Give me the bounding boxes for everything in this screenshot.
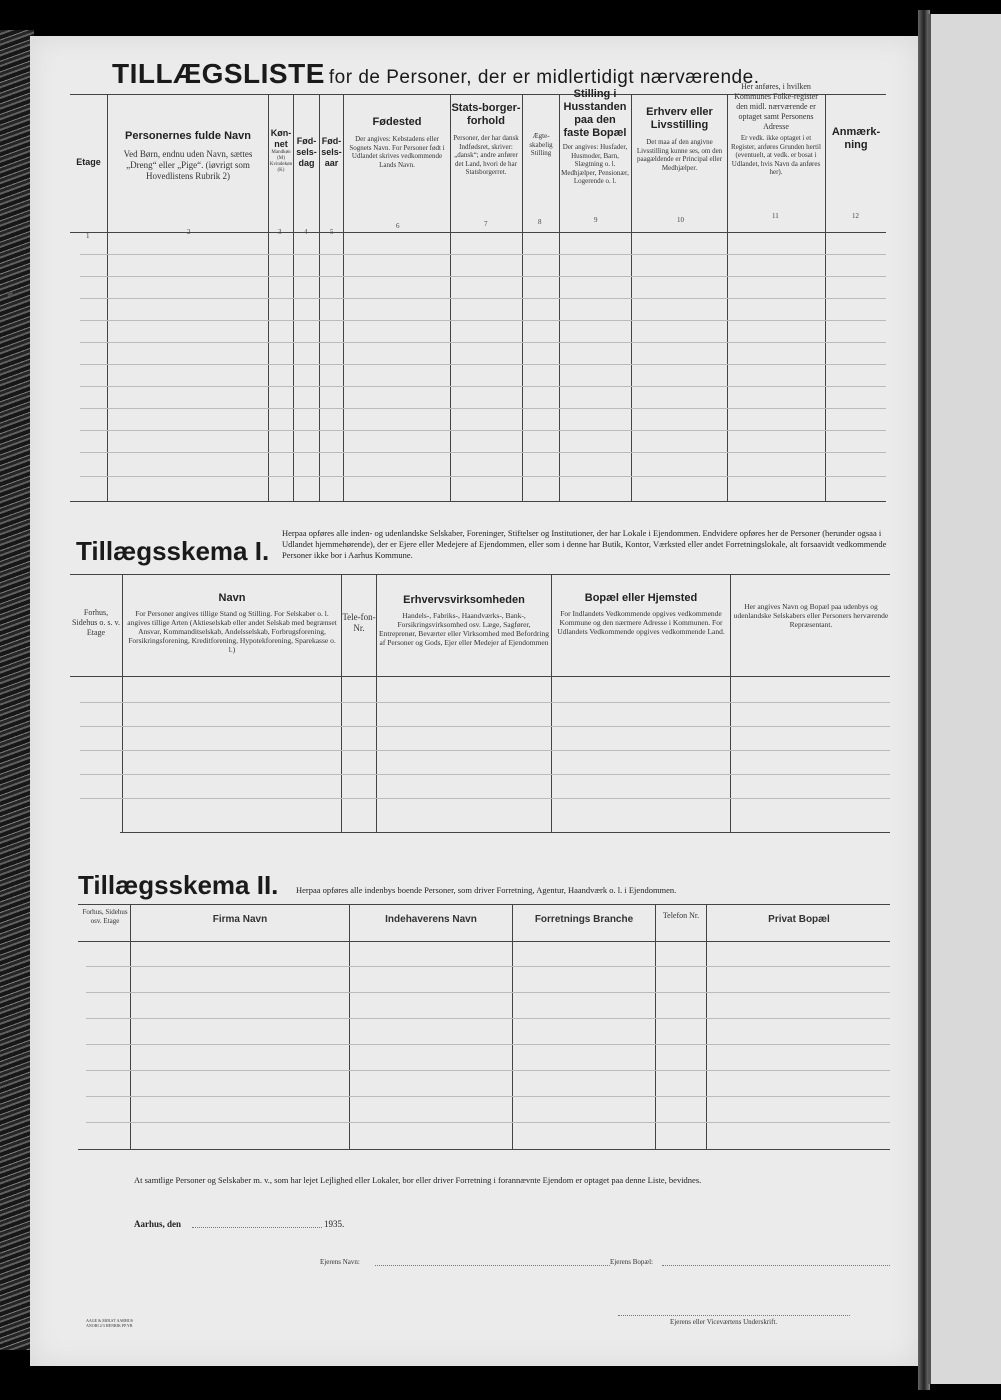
colnum-8: 8	[538, 218, 542, 226]
signature-label: Ejerens eller Viceværtens Underskrift.	[670, 1318, 778, 1326]
colnum-12: 12	[852, 212, 859, 220]
s1-col-floor: Forhus, Sidehus o. s. v. Etage	[72, 608, 120, 637]
owner-address-label: Ejerens Bopæl:	[610, 1258, 653, 1266]
facing-page-edge	[928, 14, 1001, 1384]
schema1-title: Tillægsskema I.	[76, 536, 270, 566]
s1-col-residence: Bopæl eller Hjemsted For Indlandets Vedkommende opgives vedkommende Kommune og den nærmere Adresse i Kommunen. For Udlandets Vedkommende opgives vedkommende Land.	[557, 592, 725, 636]
s2-col-private-address: Privat Bopæl	[768, 914, 830, 925]
col-occupation: Erhverv eller Livsstilling Det maa af den angivne Livsstilling kunne ses, om den paagældende er Principal eller Medhjælper.	[636, 106, 723, 172]
col-register: Her anføres, i hvilken Kommunes Folke-register den midl. nærværende er optaget samt Personens Adresse Er vedk. ikke optaget i et Register, anføres Grunden hertil (eventuelt, at vedk. er bosat i Udlandet, hvis Navn da anføres her).	[731, 82, 821, 176]
col-etage: Etage	[76, 157, 101, 167]
s2-col-branch: Forretnings Branche	[534, 914, 634, 925]
colnum-4: 4	[304, 228, 308, 236]
col-full-name: Personernes fulde Navn Ved Børn, endnu uden Navn, sættes „Dreng“ eller „Pige“. (iøvrigt som Hovedlistens Rubrik 2)	[123, 130, 253, 181]
colnum-10: 10	[677, 216, 684, 224]
owner-name-label: Ejerens Navn:	[320, 1258, 360, 1266]
col-citizenship: Stats-borger-forhold Personer, der har dansk Indfødsret, skriver: „dansk“; andre anfører det Land, hvori de har Statsborgerret.	[451, 102, 521, 176]
schema2-intro: Herpaa opføres alle indenbys boende Personer, som driver Forretning, Agentur, Haandværk o. l. i Ejendommen.	[296, 885, 677, 895]
col-gender: Køn-net Mandkøn (M) Kvindekøn (K)	[269, 128, 293, 173]
colnum-11: 11	[772, 212, 779, 220]
s1-col-phone: Tele-fon-Nr.	[342, 612, 376, 633]
s1-col-representative: Her angives Navn og Bopæl paa udenbys og udenlandske Selskabers eller Personers herværende Repræsentant.	[733, 602, 889, 629]
colnum-7: 7	[484, 220, 488, 228]
col-birthday: Fød-sels-dag	[296, 136, 317, 168]
s1-col-business: Erhvervsvirksomheden Handels-, Fabriks-, Haandværks-, Bank-, Forsikringsvirksomhed osv. Læge, Sagfører, Entreprenør, Beværter eller Virksomhed med Befordring af Personer og Gods, Ejer eller Medejer af Ejendommen	[379, 594, 549, 647]
schema1-intro: Herpaa opføres alle inden- og udenlandske Selskaber, Foreninger, Stiftelser og Institutioner, der har Lokale i Ejendommen. Endvidere opføres her de Personer (herunder ogsaa i Udlandet hjemmehørende), der er Ejere eller Medejere af Ejendommen, eller som i denne har Butik, Kontor, Værksted eller andet Forretningslokale, alt forsaavidt vedkommende Personer ikke bor i Aarhus Kommune.	[282, 528, 887, 560]
col-birthyear: Fød-sels-aar	[321, 136, 342, 168]
s2-col-owner: Indehaverens Navn	[385, 914, 477, 925]
colnum-3: 3	[278, 228, 282, 236]
col-birthplace: Fødested Der angives: Kebstadens eller Sognets Navn. For Personer født i Udlandet skrives vedkommende Lands Navn.	[349, 116, 445, 169]
main-title-prefix: TILLÆGSLISTE	[112, 58, 325, 89]
colnum-9: 9	[594, 216, 598, 224]
form-page	[30, 36, 918, 1366]
s2-col-floor: Forhus, Sidehus osv. Etage	[82, 908, 128, 925]
colnum-5: 5	[330, 228, 334, 236]
col-remarks: Anmærk-ning	[831, 126, 881, 151]
s1-col-name: Navn For Personer angives tillige Stand og Stilling. For Selskaber o. l. angives tillige Arten (Aktieselskab eller andet Selskab med begrænset Ansvar, Kommanditselskab, Andelsselskab, Forbrugsforening, Forsikringsforening, Kreditforening, Hypotekforening, Sparekasse o. l.)	[127, 592, 337, 654]
main-title-rest: for de Personer, der er midlertidigt nærværende.	[328, 67, 760, 88]
declaration-text: At samtlige Personer og Selskaber m. v., som har lejet Lejlighed eller Lokaler, bor eller driver Forretning i forannævnte Ejendom er optaget paa denne Liste, bevidnes.	[134, 1175, 702, 1185]
place-date-label: Aarhus, den	[134, 1219, 182, 1229]
schema2-title: Tillægsskema II.	[78, 870, 279, 900]
colnum-1: 1	[86, 232, 90, 240]
s2-col-firm: Firma Navn	[212, 914, 268, 925]
printer-imprint: AAGE & MØLST AARHUS ANOBI 2/3 HENRIK PP.YB	[86, 1318, 133, 1328]
year-label: 1935.	[324, 1219, 345, 1229]
col-marital: Ægte-skabelig Stilling	[529, 132, 553, 157]
s2-col-phone: Telefon Nr.	[662, 911, 700, 920]
marbled-binding	[0, 30, 34, 1350]
colnum-6: 6	[396, 222, 400, 230]
col-household-position: Stilling i Husstanden paa den faste Bopæl Der angives: Husfader, Husmoder, Barn, Slægtning o. l. Medhjælper, Pensionær, Logerende o. l.	[561, 88, 629, 185]
colnum-2: 2	[187, 228, 191, 236]
